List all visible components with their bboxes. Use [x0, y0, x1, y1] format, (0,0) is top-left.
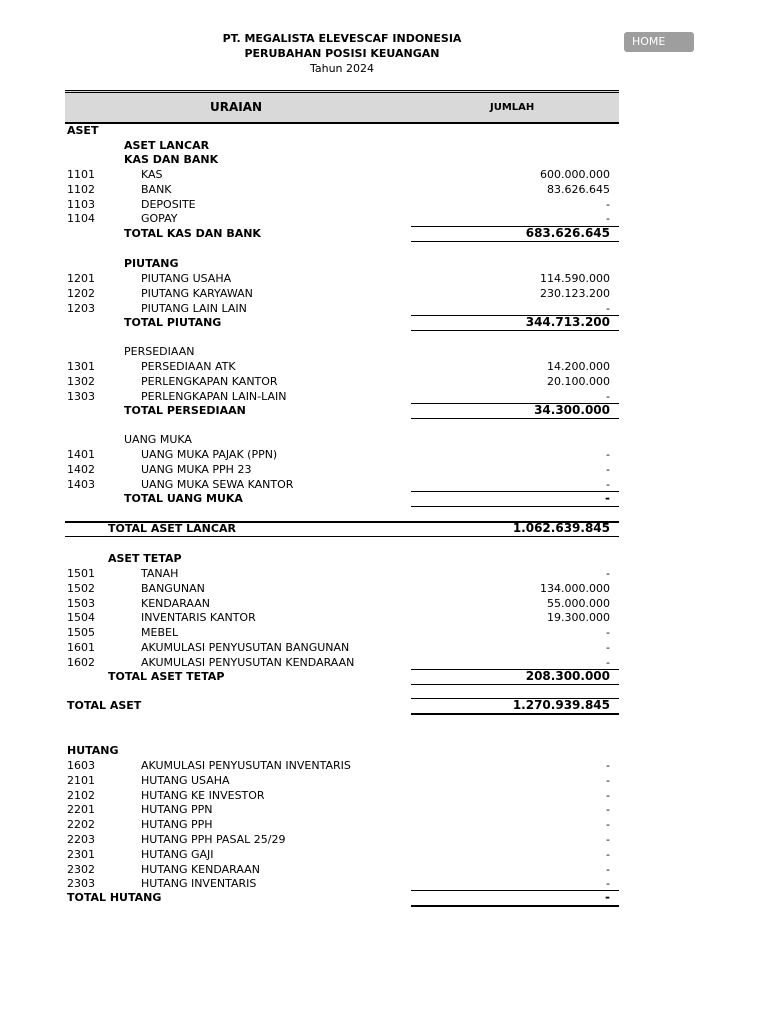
account-amount: -	[606, 212, 610, 226]
account-name: GOPAY	[141, 212, 178, 226]
account-name: HUTANG KE INVESTOR	[141, 788, 265, 802]
total-piutang-amount: 344.713.200	[525, 315, 610, 329]
account-code: 1503	[67, 596, 95, 610]
account-code: 1501	[67, 567, 95, 580]
account-code: 2203	[67, 833, 95, 846]
account-name: HUTANG PPH PASAL 25/29	[141, 833, 286, 846]
total-kas-label: TOTAL KAS DAN BANK	[124, 227, 261, 240]
total-line	[411, 684, 619, 685]
total-aset-label: TOTAL ASET	[67, 699, 142, 712]
account-amount: -	[606, 389, 610, 403]
company-name: PT. MEGALISTA ELEVESCAF INDONESIA	[222, 32, 462, 45]
account-code: 1601	[67, 641, 95, 654]
section-aset: ASET	[67, 124, 99, 137]
group-kas-dan-bank: KAS DAN BANK	[124, 153, 219, 166]
account-code: 1502	[67, 581, 95, 595]
account-code: 1201	[67, 272, 95, 285]
account-name: BANK	[141, 182, 172, 196]
total-persediaan-label: TOTAL PERSEDIAAN	[124, 404, 246, 417]
account-code: 1302	[67, 374, 95, 388]
account-name: AKUMULASI PENYUSUTAN KENDARAAN	[141, 655, 355, 669]
group-uang-muka: UANG MUKA	[124, 433, 192, 446]
total-aset-amount: 1.270.939.845	[512, 698, 610, 712]
account-name: KAS	[141, 168, 163, 181]
account-amount: 20.100.000	[547, 374, 610, 388]
account-code: 1301	[67, 360, 95, 373]
account-amount: 83.626.645	[547, 182, 610, 196]
account-code: 2301	[67, 847, 95, 861]
account-name: HUTANG USAHA	[141, 773, 230, 787]
column-header	[65, 90, 619, 124]
total-aset-lancar-amount: 1.062.639.845	[512, 521, 610, 535]
account-amount: -	[606, 847, 610, 861]
account-amount: -	[606, 197, 610, 211]
account-name: HUTANG PPN	[141, 803, 213, 817]
total-line	[411, 330, 619, 331]
total-line	[411, 241, 619, 242]
account-name: BANGUNAN	[141, 581, 205, 595]
account-code: 2101	[67, 773, 95, 787]
total-aset-tetap-label: TOTAL ASET TETAP	[108, 670, 225, 683]
account-code: 1602	[67, 655, 95, 669]
account-amount: -	[606, 655, 610, 669]
total-aset-lancar-label: TOTAL ASET LANCAR	[108, 522, 236, 535]
section-aset-lancar: ASET LANCAR	[124, 139, 210, 152]
account-name: DEPOSITE	[141, 197, 196, 211]
total-aset-tetap-amount: 208.300.000	[525, 669, 610, 683]
account-name: HUTANG GAJI	[141, 847, 214, 861]
account-code: 1505	[67, 626, 95, 640]
account-amount: -	[606, 818, 610, 832]
account-amount: -	[606, 877, 610, 891]
account-amount: 114.590.000	[540, 272, 610, 285]
account-code: 1203	[67, 301, 95, 315]
account-code: 2302	[67, 862, 95, 876]
account-name: PIUTANG USAHA	[141, 272, 232, 285]
account-amount: -	[606, 301, 610, 315]
total-line	[65, 536, 619, 537]
group-piutang: PIUTANG	[124, 257, 179, 270]
account-amount: 134.000.000	[540, 581, 610, 595]
account-name: HUTANG PPH	[141, 818, 213, 832]
column-jumlah: JUMLAH	[490, 102, 535, 113]
account-code: 1104	[67, 212, 95, 226]
account-name: TANAH	[141, 567, 179, 580]
account-amount: -	[606, 788, 610, 802]
account-amount: -	[606, 641, 610, 654]
account-code: 1603	[67, 759, 95, 772]
group-aset-tetap: ASET TETAP	[108, 552, 182, 565]
account-name: AKUMULASI PENYUSUTAN INVENTARIS	[141, 759, 351, 772]
account-amount: 19.300.000	[547, 611, 610, 625]
account-amount: 600.000.000	[540, 168, 610, 181]
account-code: 1401	[67, 448, 95, 461]
column-uraian: URAIAN	[210, 100, 263, 114]
account-name: UANG MUKA PPH 23	[141, 462, 252, 476]
total-persediaan-amount: 34.300.000	[534, 403, 610, 417]
account-code: 2201	[67, 803, 95, 817]
account-amount: -	[606, 448, 610, 461]
total-line	[411, 506, 619, 507]
total-uang-muka-amount: -	[605, 491, 610, 505]
section-hutang: HUTANG	[67, 744, 119, 757]
total-line	[411, 713, 619, 715]
account-amount: -	[606, 477, 610, 491]
account-amount: 55.000.000	[547, 596, 610, 610]
report-title: PERUBAHAN POSISI KEUANGAN	[244, 47, 440, 60]
account-code: 1504	[67, 611, 95, 625]
account-amount: -	[606, 862, 610, 876]
total-kas-amount: 683.626.645	[525, 226, 610, 240]
total-piutang-label: TOTAL PIUTANG	[124, 316, 222, 329]
account-code: 1303	[67, 389, 95, 403]
account-amount: 14.200.000	[547, 360, 610, 373]
account-amount: -	[606, 567, 610, 580]
account-amount: -	[606, 759, 610, 772]
account-amount: 230.123.200	[540, 286, 610, 300]
account-name: HUTANG INVENTARIS	[141, 877, 257, 891]
account-name: UANG MUKA SEWA KANTOR	[141, 477, 294, 491]
total-uang-muka-label: TOTAL UANG MUKA	[124, 492, 243, 505]
account-code: 1101	[67, 168, 95, 181]
account-code: 2102	[67, 788, 95, 802]
account-code: 2202	[67, 818, 95, 832]
total-hutang-label: TOTAL HUTANG	[67, 891, 162, 904]
account-amount: -	[606, 773, 610, 787]
account-name: HUTANG KENDARAAN	[141, 862, 260, 876]
account-code: 1103	[67, 197, 95, 211]
account-code: 1402	[67, 462, 95, 476]
account-name: MEBEL	[141, 626, 179, 640]
account-code: 1102	[67, 182, 95, 196]
account-name: PIUTANG LAIN LAIN	[141, 301, 247, 315]
total-line	[411, 905, 619, 907]
account-amount: -	[606, 626, 610, 640]
account-name: PIUTANG KARYAWAN	[141, 286, 253, 300]
report-period: Tahun 2024	[309, 62, 375, 75]
account-name: PERSEDIAAN ATK	[141, 360, 236, 373]
account-code: 2303	[67, 877, 95, 891]
account-name: UANG MUKA PAJAK (PPN)	[141, 448, 278, 461]
account-name: PERLENGKAPAN LAIN-LAIN	[141, 389, 287, 403]
account-code: 1202	[67, 286, 95, 300]
group-persediaan: PERSEDIAAN	[124, 345, 195, 358]
account-amount: -	[606, 803, 610, 817]
account-amount: -	[606, 833, 610, 846]
home-button[interactable]: HOME	[624, 32, 694, 52]
account-name: AKUMULASI PENYUSUTAN BANGUNAN	[141, 641, 350, 654]
total-hutang-amount: -	[605, 890, 610, 904]
total-line	[411, 418, 619, 419]
account-name: INVENTARIS KANTOR	[141, 611, 256, 625]
account-code: 1403	[67, 477, 95, 491]
account-amount: -	[606, 462, 610, 476]
account-name: KENDARAAN	[141, 596, 210, 610]
account-name: PERLENGKAPAN KANTOR	[141, 374, 278, 388]
